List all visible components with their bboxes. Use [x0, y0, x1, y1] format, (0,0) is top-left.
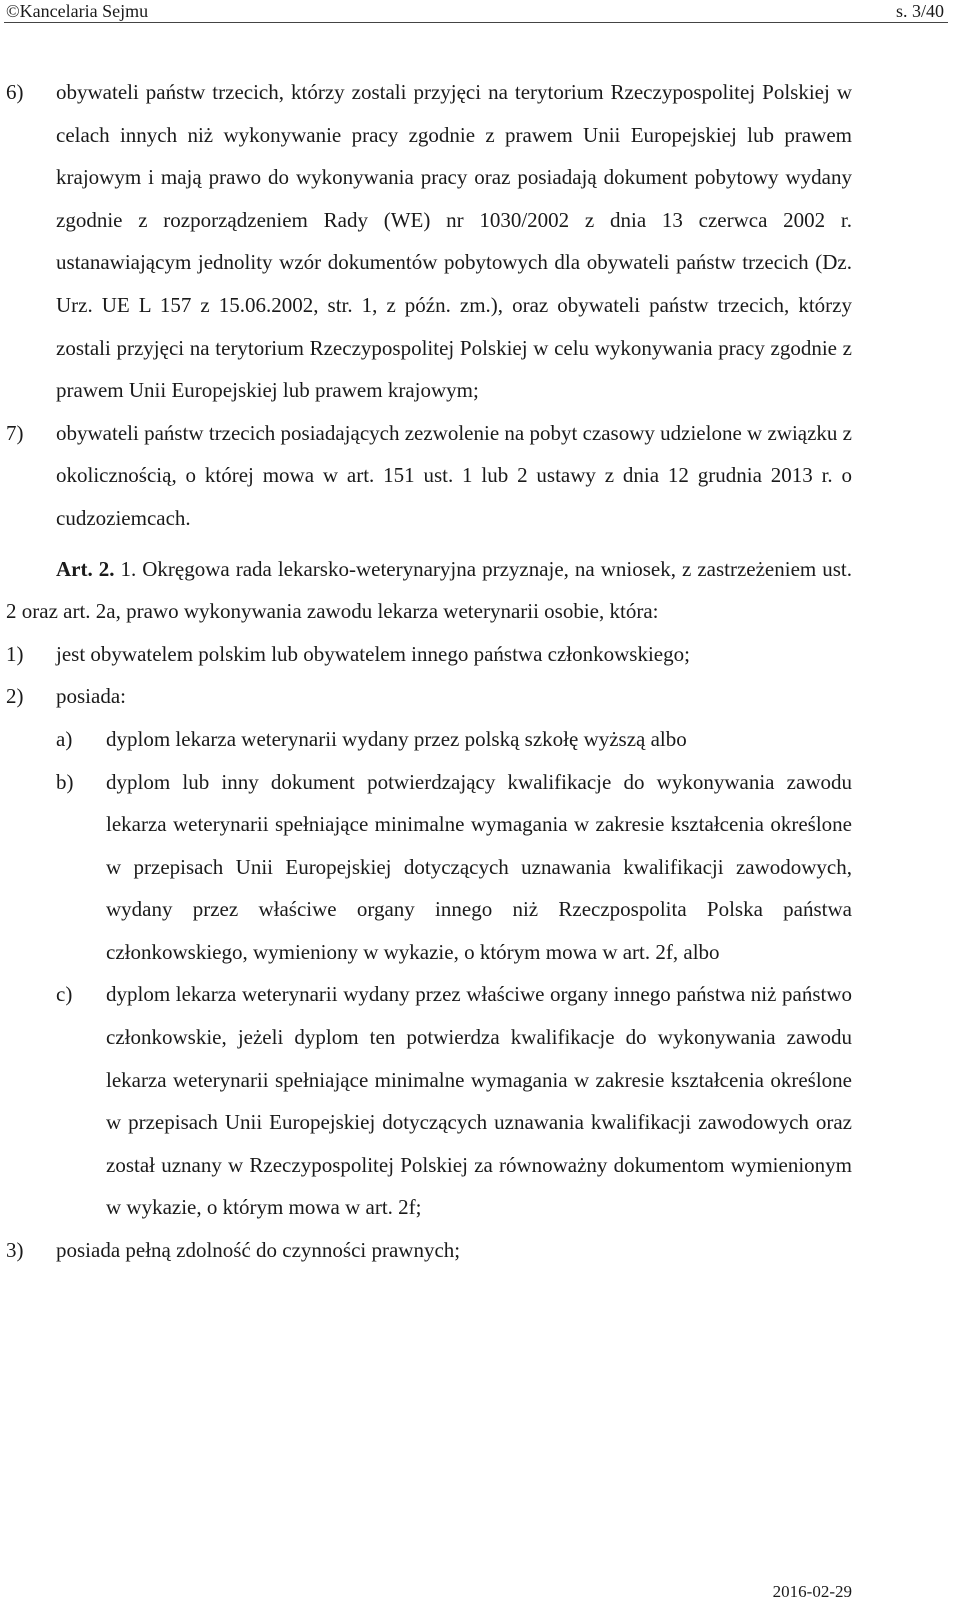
- subpoint-text: dyplom lekarza weterynarii wydany przez właściwe organy innego państwa niż państwo członkowskie, jeżeli dyplom ten potwierdza kwalifikacje do wykonywania zawodu lekarza weterynarii spełniające minimalne wymagania w zakresie kształcenia określone w przepisach Unii Europejskiej dotyczących uznawania kwalifikacji zawodowych oraz został uznany w Rzeczypospolitej Polskiej za równoważny dokumentom wymienionym w wykazie, o którym mowa w art. 2f;: [106, 982, 852, 1220]
- item-number: 6): [6, 80, 24, 104]
- point-3: [6, 1229, 852, 1272]
- article-label: Art. 2.: [56, 556, 115, 581]
- item-text: obywateli państw trzecich, którzy zostali przyjęci na terytorium Rzeczypospolitej Polskiej w celach innych niż wykonywanie pracy zgodnie z prawem Unii Europejskiej lub prawem krajowym i mają prawo do wykonywania pracy oraz posiadają dokument pobytowy wydany zgodnie z rozporządzeniem Rady (WE) nr 1030/2002 z dnia 13 czerwca 2002 r. ustanawiającym jednolity wzór dokumentów pobytowych dla obywateli państw trzecich (Dz. Urz. UE L 157 z 15.06.2002, str. 1, z późn. zm.), oraz obywateli państw trzecich, którzy zostali przyjęci na terytorium Rzeczypospolitej Polskiej w celu wykonywania pracy zgodnie z prawem Unii Europejskiej lub prawem krajowym;: [56, 80, 852, 403]
- point-text: posiada:: [56, 684, 126, 709]
- footer-date: 2016-02-29: [772, 1582, 852, 1601]
- subpoint-a: [56, 718, 852, 761]
- point-2: [6, 675, 852, 718]
- article-text: 1. Okręgowa rada lekarsko-weterynaryjna przyznaje, na wniosek, z zastrzeżeniem ust. 2 oraz art. 2a, prawo wykonywania zawodu lekarza weterynarii osobie, która:: [6, 556, 852, 624]
- list-item-6: [6, 71, 852, 412]
- subpoint-c: [56, 973, 852, 1229]
- header-source: ©Kancelaria Sejmu: [6, 1, 149, 21]
- subpoint-letter: b): [56, 769, 74, 794]
- item-text: obywateli państw trzecich posiadających zezwolenie na pobyt czasowy udzielone w związku z okolicznością, o której mowa w art. 151 ust. 1 lub 2 ustawy z dnia 12 grudnia 2013 r. o cudzoziemcach.: [56, 420, 852, 530]
- header-divider: [4, 22, 948, 23]
- subpoint-text: dyplom lub inny dokument potwierdzający kwalifikacje do wykonywania zawodu lekarza weterynarii spełniające minimalne wymagania w zakresie kształcenia określone w przepisach Unii Europejskiej dotyczących uznawania kwalifikacji zawodowych, wydany przez właściwe organy innego niż Rzeczpospolita Polska państwa członkowskiego, wymieniony w wykazie, o którym mowa w art. 2f, albo: [106, 769, 852, 964]
- point-number: 2): [6, 684, 24, 709]
- subpoint-letter: a): [56, 726, 73, 751]
- subpoint-b: [56, 761, 852, 974]
- point-number: 3): [6, 1238, 24, 1263]
- subpoint-letter: c): [56, 982, 73, 1007]
- subpoint-text: dyplom lekarza weterynarii wydany przez polską szkołę wyższą albo: [106, 726, 687, 751]
- document-body: [6, 71, 852, 1272]
- point-number: 1): [6, 641, 24, 666]
- page-header: [0, 0, 960, 24]
- header-page-number: s. 3/40: [895, 1, 944, 21]
- point-text: jest obywatelem polskim lub obywatelem innego państwa członkowskiego;: [56, 641, 690, 666]
- list-item-7: [6, 412, 852, 540]
- point-text: posiada pełną zdolność do czynności prawnych;: [56, 1238, 461, 1263]
- point-1: [6, 633, 852, 676]
- item-number: 7): [6, 420, 24, 445]
- article-2-paragraph: [6, 548, 852, 633]
